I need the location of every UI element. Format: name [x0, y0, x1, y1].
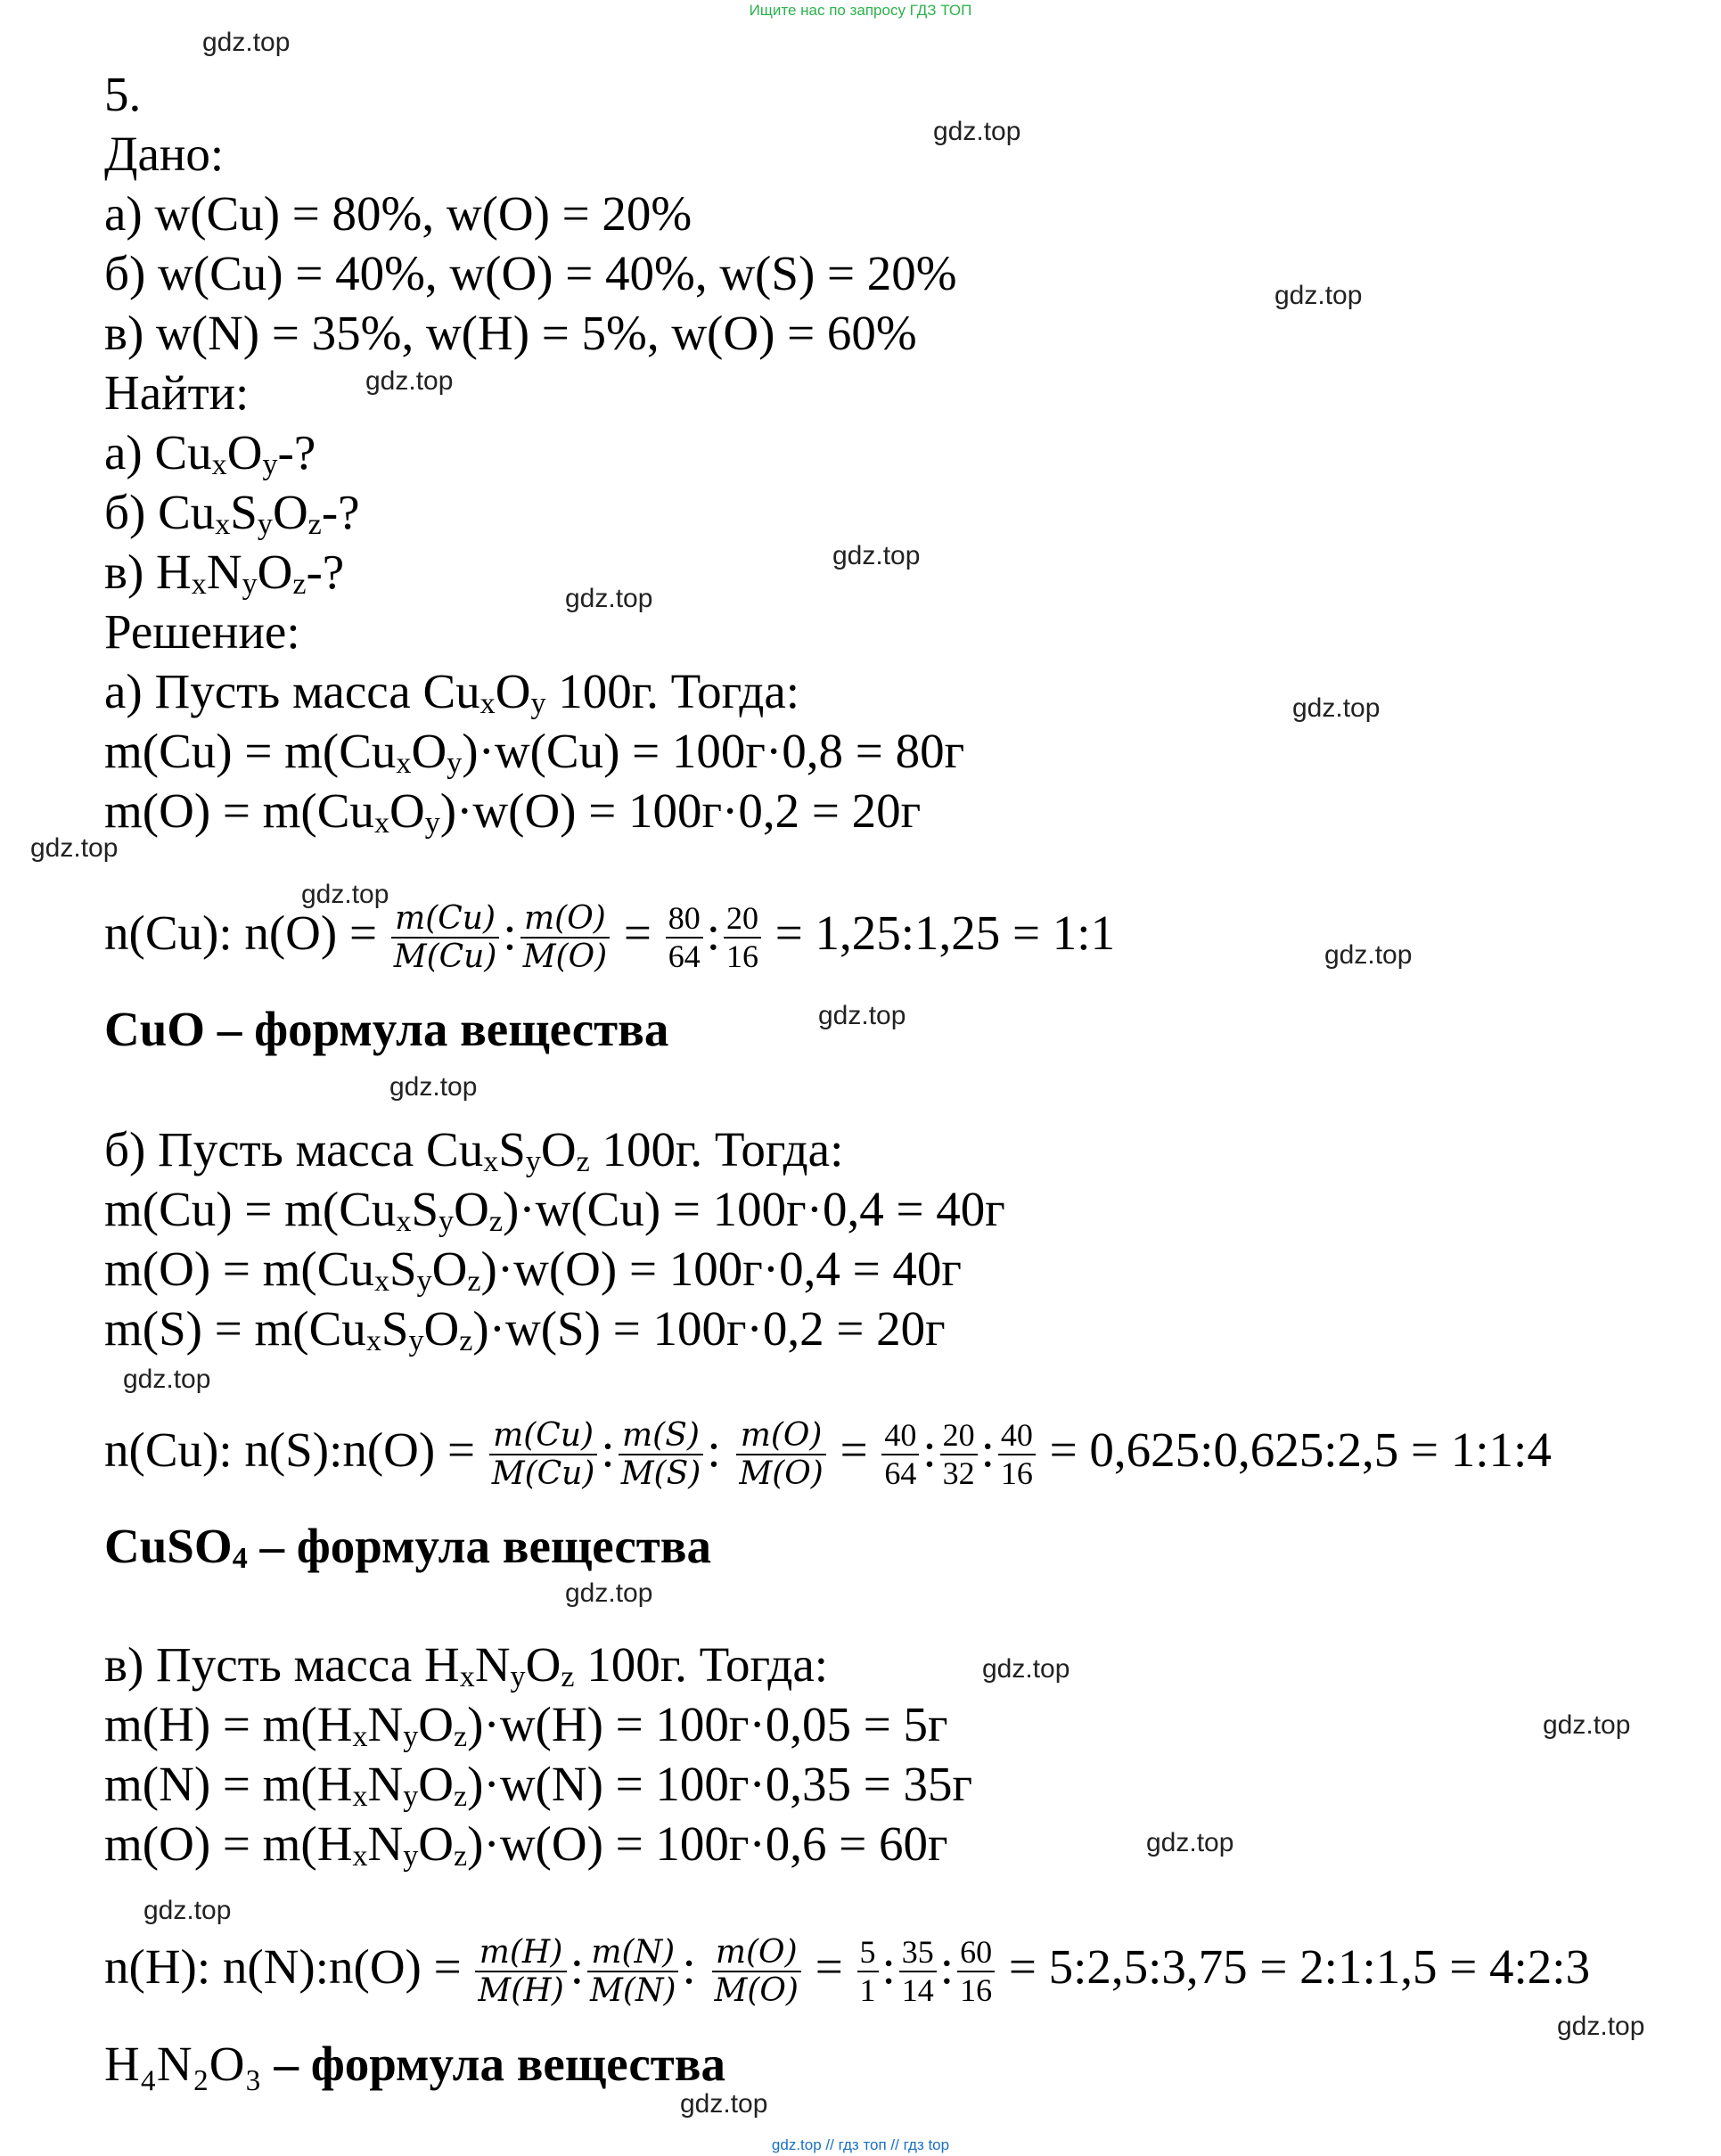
part-b-m-cu: $m(Cu) = m(Cu_xS_yO_z)\cdot w(Cu) = 100г\cdot 0,4 = 40г$ [104, 1182, 1005, 1239]
given-b: б) w(Cu) = 40%, w(O) = 40%, w(S) = 20% [104, 246, 957, 300]
given-v: в) w(N) = 35%, w(H) = 5%, w(O) = 60% [104, 306, 917, 360]
problem-number: 5. [104, 67, 142, 121]
part-b-m-s: $m(S) = m(Cu_xS_yO_z)\cdot w(S) = 100г\cdot 0,2 = 20г$ [104, 1301, 946, 1358]
find-b: б) $Cu_xS_yO_z-$? [104, 485, 360, 542]
part-a-m-cu: $m(Cu) = m(Cu_xO_y)\cdot w(Cu) = 100г\cdot 0,8 = 80г$ [104, 724, 965, 781]
watermark: gdz.top [389, 1072, 478, 1102]
watermark: gdz.top [1274, 281, 1363, 310]
watermark: gdz.top [832, 541, 921, 570]
watermark: gdz.top [301, 880, 389, 909]
part-v-intro: в) Пусть масса $H_xN_yO_z$ 100г. Тогда: [104, 1637, 829, 1694]
watermark: gdz.top [1146, 1828, 1234, 1857]
top-banner: Ищите нас по запросу ГДЗ ТОП [749, 2, 972, 19]
watermark: gdz.top [1292, 693, 1381, 723]
part-b-m-o: $m(O) = m(Cu_xS_yO_z)\cdot w(O) = 100г\cdot 0,4 = 40г$ [104, 1242, 962, 1299]
watermark: gdz.top [982, 1654, 1070, 1684]
watermark: gdz.top [30, 833, 119, 863]
find-v: в) $H_xN_yO_z-$? [104, 545, 345, 602]
watermark: gdz.top [365, 366, 454, 396]
part-v-result: H₄N₂O₃ – формула вещества [104, 2037, 725, 2091]
watermark: gdz.top [818, 1001, 906, 1030]
watermark: gdz.top [680, 2089, 768, 2119]
given-heading: Дано: [104, 127, 225, 181]
watermark: gdz.top [565, 1578, 653, 1608]
watermark: gdz.top [565, 584, 653, 613]
solution-heading: Решение: [104, 604, 300, 659]
bottom-banner: gdz.top // гдз топ // гдз top [771, 2136, 950, 2153]
part-b-result: CuSO$_4$ – формула вещества [104, 1519, 712, 1576]
part-v-m-o: $m(O) = m(H_xN_yO_z)\cdot w(O) = 100г\cdot 0,6 = 60г$ [104, 1816, 948, 1873]
part-v-m-h: $m(H) = m(H_xN_yO_z)\cdot w(H) = 100г\cdot 0,05 = 5г$ [104, 1697, 948, 1754]
part-a-intro: а) Пусть масса $Cu_xO_y$ 100г. Тогда: [104, 664, 800, 721]
part-a-result: CuO – формула вещества [104, 1002, 669, 1056]
find-heading: Найти: [104, 365, 250, 420]
given-a: а) w(Cu) = 80%, w(O) = 20% [104, 186, 692, 241]
part-a-ratio: n(Cu): n(O) = $\frac{m(Cu)}{M(Cu)}$ : $\frac{m(O)}{M(O)}$ = $\frac{80}{64}$ : $\frac{20}{16}$ = 1,25:1,25 = 1:1 [104, 900, 1116, 976]
part-b-ratio: n(Cu): n(S):n(O) = $\frac{m(Cu)}{M(Cu)}$ : $\frac{m(S)}{M(S)}$ : $\frac{m(O)}{M(O)}$ = $\frac{40}{64}$ : $\frac{20}{32}$ : $\frac{40}{16}$ = 0,625:0,625:2,5 = 1:1:4 [104, 1417, 1552, 1493]
watermark: gdz.top [1543, 1710, 1631, 1740]
watermark: gdz.top [1557, 2012, 1645, 2041]
part-v-ratio: n(H): n(N):n(O) = $\frac{m(H)}{M(H)}$ : $\frac{m(N)}{M(N)}$ : $\frac{m(O)}{M(O)}$ = $\frac{5}{1}$ : $\frac{35}{14}$ : $\frac{60}{16}$ = 5:2,5:3,75 = 2:1:1,5 = 4:2:3 [104, 1934, 1591, 2010]
watermark: gdz.top [202, 28, 291, 57]
part-a-m-o: $m(O) = m(Cu_xO_y)\cdot w(O) = 100г\cdot 0,2 = 20г$ [104, 783, 922, 840]
part-v-m-n: $m(N) = m(H_xN_yO_z)\cdot w(N) = 100г\cdot 0,35 = 35г$ [104, 1757, 973, 1814]
part-b-intro: б) Пусть масса $Cu_xS_yO_z$ 100г. Тогда: [104, 1122, 844, 1179]
watermark: gdz.top [933, 117, 1021, 146]
watermark: gdz.top [143, 1896, 232, 1925]
find-a: а) $Cu_xO_y-$? [104, 425, 316, 482]
watermark: gdz.top [123, 1365, 211, 1394]
watermark: gdz.top [1324, 940, 1413, 970]
